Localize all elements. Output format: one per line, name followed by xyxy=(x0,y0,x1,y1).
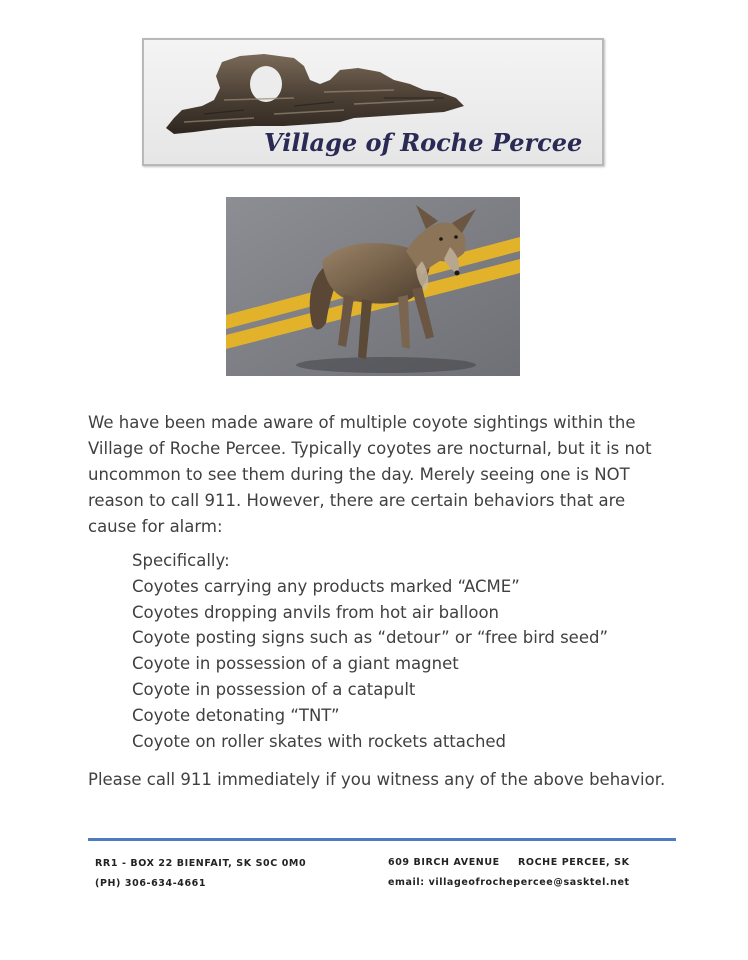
list-item: Coyotes dropping anvils from hot air balloon xyxy=(132,602,500,622)
list-item: Coyote on roller skates with rockets attached xyxy=(132,731,507,751)
footer-address: RR1 - BOX 22 BIENFAIT, SK S0C 0M0 xyxy=(95,858,307,869)
coyote-photo xyxy=(226,197,520,376)
list-item: Coyote posting signs such as “detour” or “free bird seed” xyxy=(132,628,608,648)
village-name: Village of Roche Percee xyxy=(264,128,583,157)
village-logo xyxy=(142,38,604,166)
footer-town: ROCHE PERCEE, SK xyxy=(518,857,630,868)
intro-text: We have been made aware of multiple coyote sightings within the Village of Roche Percee. Typically coyotes are nocturnal, but it is not uncommon to see them during the day. Merely seeing one is NOT reason to call 911. However, there are certain behaviors that are cause for alarm: xyxy=(88,413,652,536)
coyote-icon xyxy=(226,197,520,376)
footer-street: 609 BIRCH AVENUE xyxy=(388,857,500,868)
list-item: Coyote in possession of a giant magnet xyxy=(132,654,459,674)
footer-phone: (PH) 306-634-4661 xyxy=(95,878,207,889)
list-item: Coyote detonating “TNT” xyxy=(132,705,340,725)
list-item: Coyote in possession of a catapult xyxy=(132,679,416,699)
list-item: Coyotes carrying any products marked “ACME” xyxy=(132,576,520,596)
intro-paragraph xyxy=(88,410,668,540)
footer-email: email: villageofrochepercee@sasktel.net xyxy=(388,877,630,888)
footer-divider xyxy=(88,838,676,841)
alarm-behaviors-list xyxy=(132,548,652,754)
list-item: Specifically: xyxy=(132,551,230,570)
closing-text: Please call 911 immediately if you witness any of the above behavior. xyxy=(88,770,666,789)
